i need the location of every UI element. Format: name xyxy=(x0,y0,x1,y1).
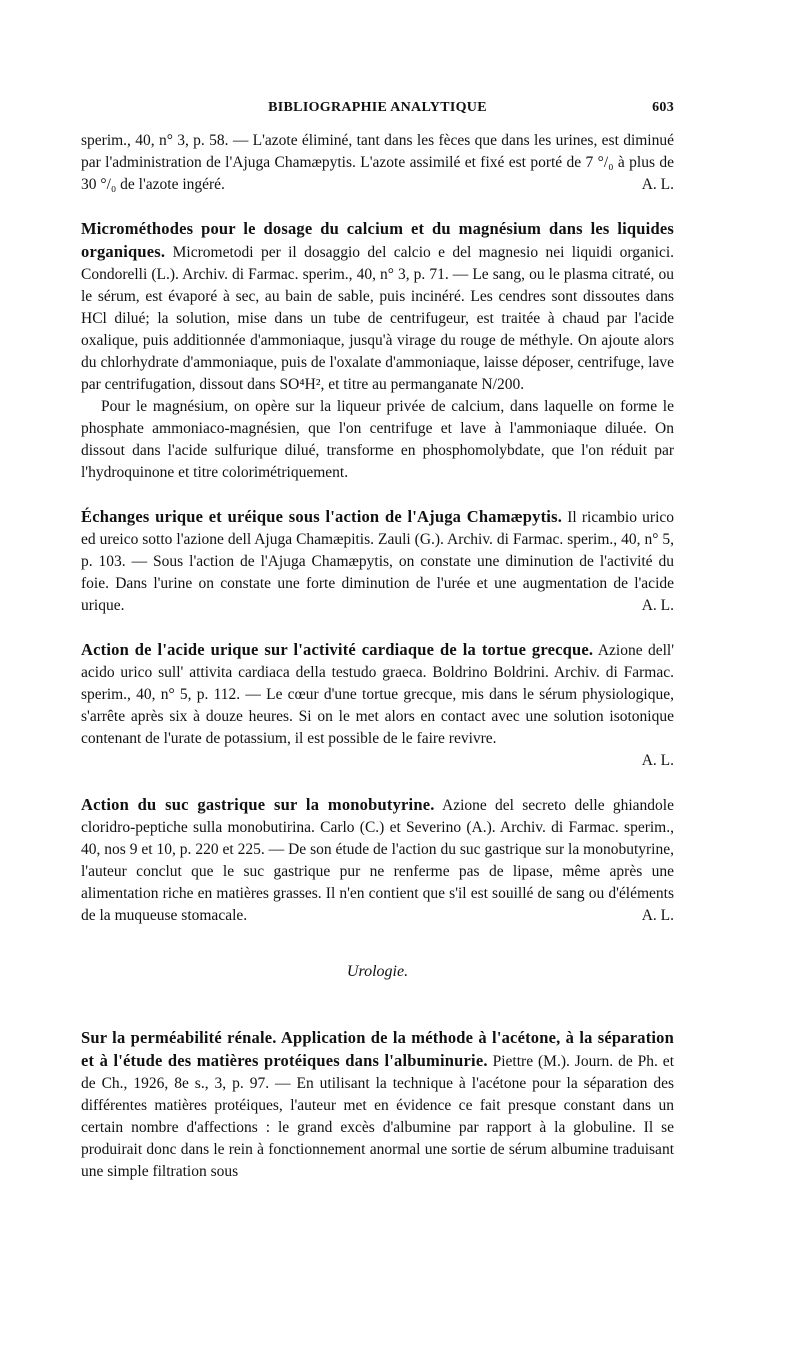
entry-body xyxy=(81,218,674,396)
entry-title: Échanges urique et uréique sous l'action de l'Ajuga Chamæpytis. xyxy=(81,507,563,526)
author-signature: A. L. xyxy=(641,907,674,924)
entry-title: Action de l'acide urique sur l'activité cardiaque de la tortue grecque. xyxy=(81,640,594,659)
entry-title: Sur la perméabilité rénale. Application de la méthode à l'acétone, à la séparation et à l'étude des matières protéiques dans l'albuminurie. xyxy=(81,1028,674,1070)
entry-text: Azione dell' acido urico sull' attivita cardiaca della testudo graeca. Boldrino Boldrini. Archiv. di Farmac. sperim., 40, n° 5, p. 112. — Le cœur d'une tortue grecque, mis dans le sérum physiologique, s'arrête après six à douze heures. Si on le met alors en contact avec une solution isotonique contenant de l'urate de potassium, il est possible de le faire revivre. xyxy=(81,642,674,747)
entry-body xyxy=(81,1027,674,1183)
section-heading: Urologie. xyxy=(346,963,409,980)
entry-text: Piettre (M.). Journ. de Ph. et de Ch., 1926, 8e s., 3, p. 97. — En utilisant la technique à l'acétone pour la séparation des différentes matières protéiques, l'auteur met en évidence ce fait presque constant dans un certain nombre d'affections : le grand excès d'albumine par rapport à la globuline. Il se produirait donc dans le rein à fonctionnement anormal une sortie de sérum albumine traduisant une simple filtration sous xyxy=(81,1053,674,1180)
author-signature: A. L. xyxy=(641,752,674,769)
entry-paragraph xyxy=(81,396,674,484)
entry-text: Il ricambio urico ed ureico sotto l'azione dell Ajuga Chamæpitis. Zauli (G.). Archiv. di Farmac. sperim., 40, n° 5, p. 103. — Sous l'action de l'Ajuga Chamæpytis, on constate une diminution de l'activité du foie. Dans l'urine on constate une forte diminution de l'urée et une augmentation de l'acide urique. xyxy=(81,509,675,614)
author-signature: A. L. xyxy=(641,597,674,614)
page-number: 603 xyxy=(652,100,674,115)
entry-body xyxy=(81,639,674,750)
entry-body xyxy=(81,130,674,196)
entry-continuation xyxy=(81,130,674,196)
entry-body xyxy=(81,794,674,927)
entry-title: Microméthodes pour le dosage du calcium et du magnésium dans les liquides organiques. xyxy=(81,219,674,261)
entry-renal-permeability xyxy=(81,1027,674,1183)
entry-calcium-magnesium xyxy=(81,218,674,484)
entry-body xyxy=(81,506,674,617)
article-content xyxy=(81,130,674,1205)
entry-text: Azione del secreto delle ghiandole cloridro-peptiche sulla monobutirina. Carlo (C.) et Severino (A.). Archiv. di Farmac. sperim., 40, nos 9 et 10, p. 220 et 225. — De son étude de l'action du suc gastrique sur la monobutyrine, l'auteur conclut que le suc gastrique pur ne renferme pas de lipase, même après une alimentation riche en matières grasses. Il n'en contient que s'il est souillé de sang ou d'éléments de la muqueuse stomacale. xyxy=(81,797,674,924)
author-signature: A. L. xyxy=(641,176,674,193)
entry-text: Micrometodi per il dosaggio del calcio e del magnesio nei liquidi organici. Condorelli (L.). Archiv. di Farmac. sperim., 40, n° 3, p. 71. — Le sang, ou le plasma citraté, ou le sérum, est évaporé à sec, au bain de sable, puis incinéré. Les cendres sont dissoutes dans HCl dilué; la solution, mise dans un tube de centrifugeur, est traitée à chaud par l'acide oxalique, puis additionnée d'ammoniaque, jusqu'à virage du rouge de méthyle. On ajoute alors du chlorhydrate d'ammoniaque, puis de l'oxalate d'ammoniaque, laisse déposer, centrifuge, lave par centrifugation, dissout dans SO⁴H², et titre au permanganate N/200. xyxy=(81,244,674,393)
entry-text: Pour le magnésium, on opère sur la liqueur privée de calcium, dans laquelle on forme le phosphate ammoniaco-magnésien, que l'on centrifuge et lave à l'ammoniaque diluée. On dissout dans l'acide sulfurique dilué, transforme en phosphomolybdate, que l'on réduit par l'hydroquinone et titre colorimétriquement. xyxy=(81,398,674,481)
entry-title: Action du suc gastrique sur la monobutyrine. xyxy=(81,795,435,814)
entry-uric-acid-cardiac xyxy=(81,639,674,772)
entry-uric-ureic xyxy=(81,506,674,617)
running-title: BIBLIOGRAPHIE ANALYTIQUE xyxy=(268,100,487,115)
entry-text: sperim., 40, n° 3, p. 58. — L'azote éliminé, tant dans les fèces que dans les urines, est diminué par l'administration de l'Ajuga Chamæpytis. L'azote assimilé et fixé est porté de 7 °/₀ à plus de 30 °/₀ de l'azote ingéré. xyxy=(81,132,674,193)
entry-gastric-juice xyxy=(81,794,674,927)
running-header xyxy=(81,100,674,120)
